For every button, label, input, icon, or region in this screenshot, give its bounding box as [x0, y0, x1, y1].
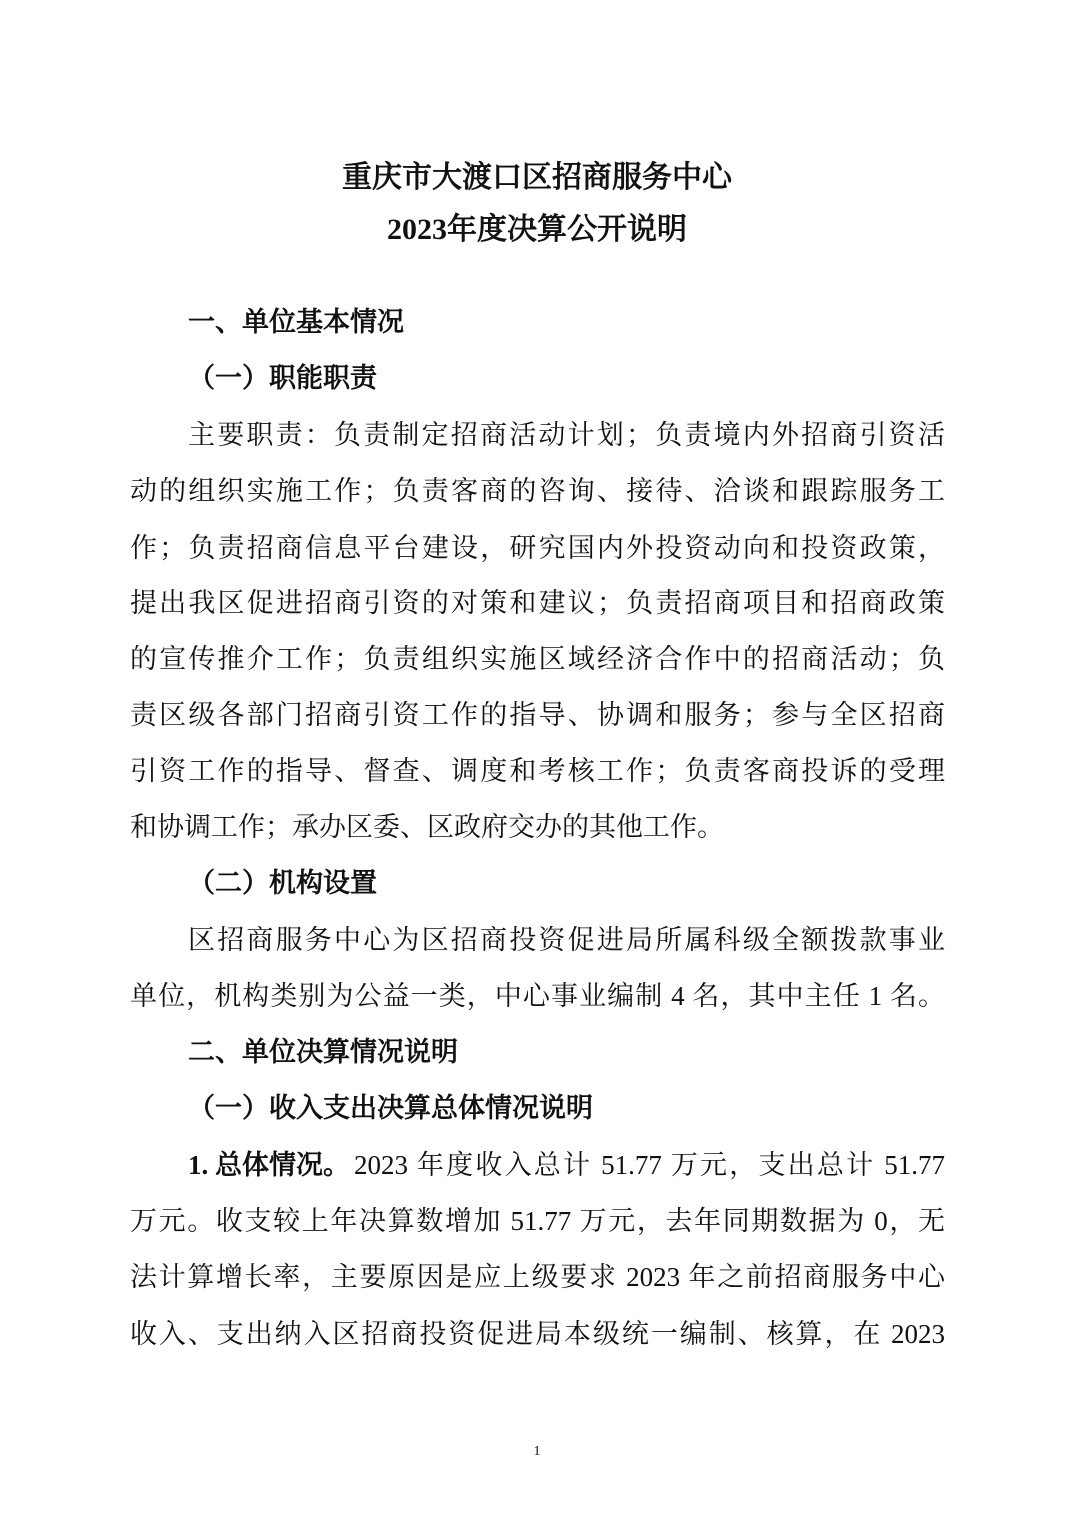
- paragraph-line: 的宣传推介工作；负责组织实施区域经济合作中的招商活动；负: [130, 644, 945, 674]
- paragraph-lead: 1. 总体情况。: [188, 1150, 350, 1180]
- section-heading: 一、单位基本情况: [188, 307, 404, 337]
- paragraph-text: 2023 年度收入总计 51.77 万元，支出总计 51.77: [354, 1150, 945, 1180]
- paragraph-line: 动的组织实施工作；负责客商的咨询、接待、洽谈和跟踪服务工: [130, 476, 945, 506]
- paragraph-line: 和协调工作；承办区委、区政府交办的其他工作。: [130, 812, 724, 842]
- paragraph-line: 收入、支出纳入区招商投资促进局本级统一编制、核算，在 2023: [130, 1319, 945, 1349]
- paragraph-line: 单位，机构类别为公益一类，中心事业编制 4 名，其中主任 1 名。: [130, 981, 945, 1011]
- document-title: 重庆市大渡口区招商服务中心: [342, 161, 732, 194]
- paragraph-line: 万元。收支较上年决算数增加 51.77 万元，去年同期数据为 0，无: [130, 1206, 945, 1236]
- page-number: 1: [533, 1444, 541, 1459]
- paragraph-line: 责区级各部门招商引资工作的指导、协调和服务；参与全区招商: [130, 700, 945, 730]
- paragraph-line: 提出我区促进招商引资的对策和建议；负责招商项目和招商政策: [130, 588, 945, 618]
- paragraph-line: 引资工作的指导、督查、调度和考核工作；负责客商投诉的受理: [130, 756, 945, 786]
- paragraph-line: 作；负责招商信息平台建设，研究国内外投资动向和投资政策，: [130, 533, 945, 563]
- subsection-heading: （一）职能职责: [188, 363, 377, 393]
- paragraph-line: 主要职责：负责制定招商活动计划；负责境内外招商引资活: [188, 420, 945, 450]
- paragraph-line: 区招商服务中心为区招商投资促进局所属科级全额拨款事业: [188, 925, 945, 955]
- subsection-heading: （二）机构设置: [188, 868, 377, 898]
- paragraph-line: 法计算增长率，主要原因是应上级要求 2023 年之前招商服务中心: [130, 1262, 945, 1292]
- document-subtitle: 2023年度决算公开说明: [387, 213, 687, 246]
- section-heading: 二、单位决算情况说明: [188, 1037, 458, 1067]
- paragraph-line: [188, 1145, 945, 1185]
- subsection-heading: （一）收入支出决算总体情况说明: [188, 1093, 593, 1123]
